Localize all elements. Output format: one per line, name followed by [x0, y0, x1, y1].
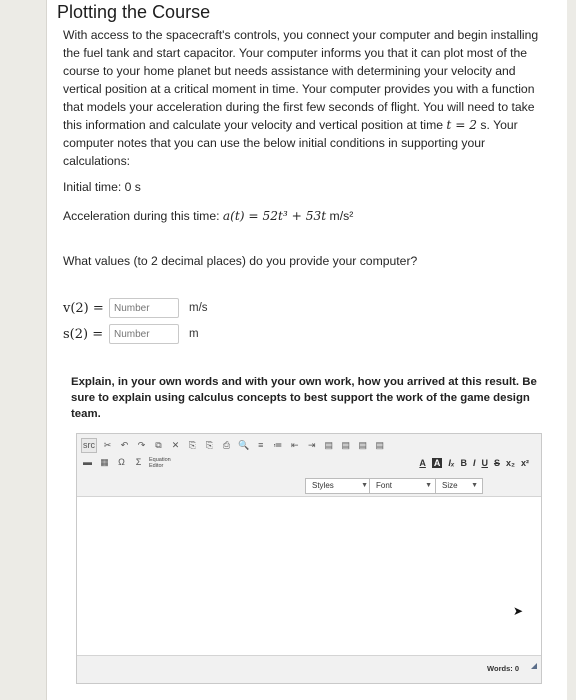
paste-word-icon[interactable]: ⎙ — [222, 440, 231, 450]
align-justify-icon[interactable]: ▤ — [375, 440, 384, 450]
intro-text-2: s. Your computer notes that you can use the below initial conditions in supporting your calculations: — [63, 118, 518, 168]
font-dropdown[interactable] — [369, 478, 437, 494]
velocity-unit: m/s — [189, 302, 208, 314]
table-icon[interactable]: ▦ — [100, 457, 109, 467]
format-buttons — [419, 458, 529, 468]
acceleration-expression: a(t) = 52t³ + 53t — [222, 209, 327, 223]
superscript-button[interactable]: x² — [520, 458, 529, 468]
question-page — [46, 0, 567, 700]
size-dropdown[interactable] — [435, 478, 483, 494]
resize-handle-icon[interactable] — [531, 663, 537, 669]
paste-icon[interactable]: ⎘ — [188, 440, 197, 450]
position-label: s(2) = — [63, 326, 104, 342]
initial-time-value: 0 s — [124, 180, 141, 194]
editor-status-bar — [77, 655, 541, 683]
bg-color-button[interactable]: A — [433, 458, 441, 468]
velocity-label: v(2) = — [63, 300, 104, 316]
position-input[interactable] — [109, 324, 179, 344]
velocity-answer-row — [63, 298, 208, 318]
indent-icon[interactable]: ⇥ — [307, 440, 316, 450]
initial-time-line — [63, 180, 141, 194]
font-label: Font — [376, 481, 393, 490]
toolbar-row-2 — [81, 456, 177, 469]
velocity-input[interactable] — [109, 298, 179, 318]
align-right-icon[interactable]: ▤ — [358, 440, 367, 450]
page-title: Plotting the Course — [57, 2, 211, 22]
toolbar-row-1 — [81, 438, 386, 453]
styles-label: Styles — [312, 481, 334, 490]
align-center-icon[interactable]: ▤ — [341, 440, 350, 450]
initial-time-label: Initial time: — [63, 180, 125, 194]
italic-button[interactable]: I — [472, 458, 476, 468]
remove-format-icon[interactable]: ✕ — [171, 440, 180, 450]
intro-text-1: With access to the spacecraft's controls, you connect your computer and begin installing the fuel tank and start capacitor. Your computer informs you that it can plot most of the course to your home planet but needs assistance with determining your velocity and vertical position at a critical moment in time. Your computer provides you with a function that models your acceleration during the first few seconds of flight. You will need to take this information and calculate your velocity and vertical position at time — [63, 28, 539, 132]
source-button[interactable]: src — [81, 438, 97, 453]
acceleration-line — [63, 209, 353, 223]
find-icon[interactable]: 🔍 — [238, 440, 250, 450]
size-label: Size — [442, 481, 458, 490]
chevron-down-icon: ▼ — [425, 482, 432, 489]
intro-time-expr: t = 2 — [446, 118, 478, 132]
chevron-down-icon: ▼ — [361, 482, 368, 489]
rich-text-editor — [76, 433, 542, 684]
copy-icon[interactable]: ⧉ — [155, 440, 162, 450]
mouse-cursor-icon: ➤ — [513, 604, 524, 618]
cut-icon[interactable]: ✂ — [103, 440, 112, 450]
special-char-icon[interactable]: Ω — [118, 457, 125, 467]
clear-format-button[interactable]: Iₓ — [448, 458, 455, 468]
word-count: Words: 0 — [487, 664, 519, 673]
intro-paragraph — [63, 26, 551, 170]
align-left-icon[interactable]: ▤ — [324, 440, 333, 450]
acceleration-unit: m/s² — [326, 209, 354, 223]
editor-content-area[interactable] — [77, 497, 541, 655]
editor-toolbar — [77, 434, 541, 497]
strike-button[interactable]: S — [493, 458, 500, 468]
position-answer-row — [63, 324, 199, 344]
outdent-icon[interactable]: ⇤ — [290, 440, 299, 450]
chevron-down-icon: ▼ — [471, 482, 478, 489]
horizontal-rule-icon[interactable]: ▬ — [83, 457, 92, 467]
styles-dropdown[interactable] — [305, 478, 373, 494]
question-text: What values (to 2 decimal places) do you provide your computer? — [63, 254, 418, 268]
acceleration-label: Acceleration during this time: — [63, 209, 223, 223]
subscript-button[interactable]: x₂ — [505, 458, 515, 468]
bulleted-list-icon[interactable]: ≔ — [273, 440, 283, 450]
sigma-icon[interactable]: Σ — [135, 457, 142, 467]
bold-button[interactable]: B — [460, 458, 467, 468]
redo-icon[interactable]: ↷ — [137, 440, 146, 450]
paste-text-icon[interactable]: ⎘ — [205, 440, 214, 450]
numbered-list-icon[interactable]: ≡ — [258, 440, 264, 450]
underline-button[interactable]: U — [481, 458, 488, 468]
explain-prompt: Explain, in your own words and with your own work, how you arrived at this result. Be sure to explain using calculus concepts to best support the work of the game design team. — [71, 376, 537, 420]
position-unit: m — [189, 328, 199, 340]
equation-editor-button[interactable]: Equation Editor — [149, 456, 171, 469]
undo-icon[interactable]: ↶ — [120, 440, 129, 450]
text-color-button[interactable]: A — [419, 458, 426, 468]
